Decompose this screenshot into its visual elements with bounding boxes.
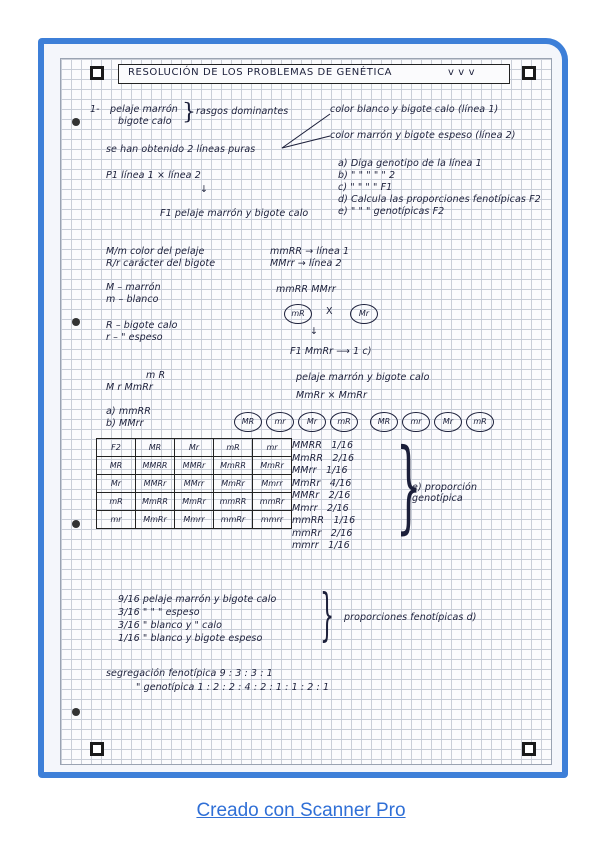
table-row [97, 457, 292, 475]
phenotype-line: 1/16 " blanco y bigote espeso [118, 633, 263, 644]
footer-link[interactable]: Creado con Scanner Pro [196, 800, 406, 821]
gamete-circle: mr [402, 412, 430, 432]
question-d: d) Calcula las proporciones fenotípicas F2 [338, 194, 541, 205]
question-a: a) Diga genotipo de la línea 1 [338, 158, 482, 169]
table-cell: MmRR [136, 493, 175, 511]
note-line: bigote calo [118, 116, 172, 127]
note-line: M/m color del pelaje [106, 246, 205, 257]
table-cell: Mr [97, 475, 136, 493]
list-item: MmRr 4/16 [292, 477, 352, 489]
gamete-circle: MR [370, 412, 398, 432]
note-line: mmRR → línea 1 [270, 246, 350, 257]
table-cell: MMRr [175, 457, 214, 475]
table-cell: mmRr [214, 511, 253, 529]
genotype-list [292, 440, 355, 553]
list-item: MMRR 1/16 [292, 440, 354, 451]
punnett-square [96, 438, 292, 529]
note-line: m – blanco [106, 294, 159, 305]
note-line: P1 línea 1 × línea 2 [106, 170, 201, 181]
list-item: mmRR 1/16 [292, 515, 356, 526]
note-line: proporciones fenotípicas d) [344, 612, 477, 623]
table-cell: Mmrr [253, 475, 292, 493]
table-cell: MmRr [214, 475, 253, 493]
binder-hole [72, 118, 80, 126]
gamete-circle: mR [466, 412, 494, 432]
list-item: Mmrr 2/16 [292, 502, 349, 514]
table-row [97, 439, 292, 457]
gamete-circle: Mr [350, 304, 378, 324]
note-line: rasgos dominantes [196, 106, 289, 117]
list-item: mmrr 1/16 [292, 540, 350, 551]
cross-symbol: X [326, 306, 333, 317]
gamete-circle: Mr [298, 412, 326, 432]
note-line: m R [146, 370, 166, 381]
question-b: b) " " " " " 2 [338, 170, 396, 181]
phenotype-line: 3/16 " " " espeso [118, 607, 200, 618]
binder-hole [72, 708, 80, 716]
table-cell: mmRR [214, 493, 253, 511]
note-line: pelaje marrón y bigote calo [296, 372, 430, 383]
down-arrow: ↓ [200, 184, 209, 195]
table-row [97, 475, 292, 493]
table-cell: MmRr [175, 493, 214, 511]
table-cell: MMRR [136, 457, 175, 475]
list-item: MMRr 2/16 [292, 490, 351, 501]
note-line: MmRr × MmRr [296, 390, 368, 401]
phenotype-line: 3/16 " blanco y " calo [118, 620, 223, 631]
table-row [97, 493, 292, 511]
note-line: r – " espeso [106, 332, 163, 343]
note-line: M r MmRr [106, 382, 153, 393]
table-cell: MmRr [136, 511, 175, 529]
table-header-cell: MR [136, 439, 175, 457]
note-line: mmRR MMrr [276, 284, 336, 295]
answer-b: b) MMrr [106, 418, 144, 429]
corner-marker [522, 66, 536, 80]
note-line: e) proporción genotípica [412, 482, 478, 504]
note-line: MMrr → línea 2 [270, 258, 342, 269]
list-item: mmRr 2/16 [292, 527, 353, 539]
list-item: MmRR 2/16 [292, 452, 355, 464]
arrows [280, 110, 336, 154]
table-header-cell: mR [214, 439, 253, 457]
note-line: segregación fenotípica 9 : 3 : 3 : 1 [106, 668, 273, 679]
note-line: pelaje marrón [110, 104, 178, 115]
question-e: e) " " " genotípicas F2 [338, 206, 445, 217]
note-line: F1 pelaje marrón y bigote calo [160, 208, 309, 219]
binder-hole [72, 318, 80, 326]
note-line: color blanco y bigote calo (línea 1) [330, 104, 499, 115]
gamete-circle: mr [266, 412, 294, 432]
note-line: F1 MmRr ⟶ 1 c) [290, 346, 372, 357]
table-cell: MmRR [214, 457, 253, 475]
note-line: se han obtenido 2 líneas puras [106, 144, 256, 155]
table-cell: MMRr [136, 475, 175, 493]
list-item: MMrr 1/16 [292, 465, 348, 476]
problem-number: 1- [90, 104, 100, 115]
table-header-cell: Mr [175, 439, 214, 457]
gamete-circle: MR [234, 412, 262, 432]
table-cell: mmRr [253, 493, 292, 511]
corner-marker [522, 742, 536, 756]
table-cell: mR [97, 493, 136, 511]
note-line: color marrón y bigote espeso (línea 2) [330, 130, 516, 141]
title-check-marks: v v v [448, 67, 476, 78]
corner-marker [90, 66, 104, 80]
binder-hole [72, 520, 80, 528]
table-cell: Mmrr [175, 511, 214, 529]
gamete-circle: mR [330, 412, 358, 432]
page-title: RESOLUCIÓN DE LOS PROBLEMAS DE GENÉTICA [128, 67, 393, 78]
note-line: M – marrón [106, 282, 161, 293]
note-line: " genotípica 1 : 2 : 2 : 4 : 2 : 1 : 1 : 2 : 1 [136, 682, 330, 693]
table-header-cell: F2 [97, 439, 136, 457]
note-line: R/r carácter del bigote [106, 258, 216, 269]
corner-marker [90, 742, 104, 756]
table-cell: mmrr [253, 511, 292, 529]
question-c: c) " " " " F1 [338, 182, 393, 193]
gamete-circle: mR [284, 304, 312, 324]
table-cell: MR [97, 457, 136, 475]
phenotype-line: 9/16 pelaje marrón y bigote calo [118, 594, 277, 605]
table-cell: MMrr [175, 475, 214, 493]
table-row [97, 511, 292, 529]
answer-a: a) mmRR [106, 406, 151, 417]
gamete-circle: Mr [434, 412, 462, 432]
table-header-cell: mr [253, 439, 292, 457]
note-line: R – bigote calo [106, 320, 178, 331]
down-arrow: ↓ [310, 326, 319, 337]
table-cell: MmRr [253, 457, 292, 475]
table-cell: mr [97, 511, 136, 529]
